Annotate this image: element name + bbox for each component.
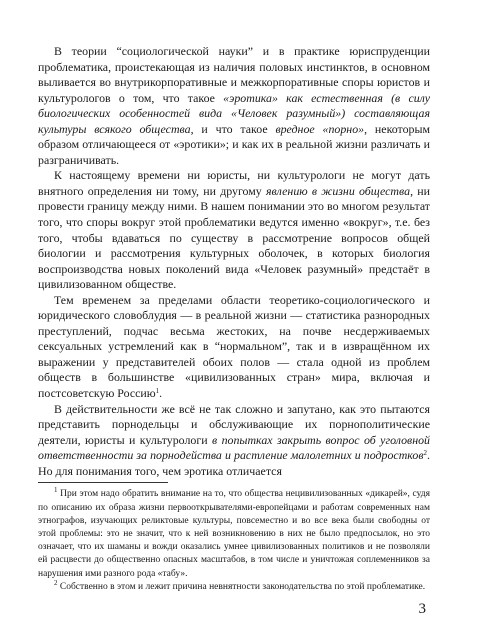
paragraph-3 (38, 293, 430, 402)
footnote-text: При этом надо обратить внимание на то, что общества нецивилизованных «дикарей», судя по описанию их образа жизни первооткрывателями-европейцами и работам современных нам этнографов, изучающих реликтовые культуры, повсеместно и во все века были свободны от этой проблемы: это не значит, что к ней возникновению в них не было предпосылок, но это означает, что их шаманы и вожди оказались умнее цивилизованных политиков и не позволяли ей расцвести до общественно опасных масштабов, в том числе и уничтожая соплеменников за нарушения ими разного рода «табу». (38, 489, 430, 579)
paragraph-text: , ни провести границу между ними. В нашем понимании это во многом результат того, что споры вокруг этой проблематики ведутся именно «вокруг», т.е. без того, чтобы вдаваться по существу в рассмотрение вопросов общей биологии и рассмотрения культурных оболочек, в которых биология воспроизводства новых поколений вида «Человек разумный» предстаёт в цивилизованном обществе. (38, 183, 430, 292)
page-body (38, 44, 430, 594)
footnote-2 (38, 578, 430, 594)
paragraph-text: , некоторым образом отличающееся от «эротики»; и как их в реальной жизни различать и разграничивать. (38, 121, 430, 167)
footnote-mark: 1 (54, 486, 58, 495)
paragraph-4 (38, 402, 430, 480)
paragraph-text: К настоящему времени ни юристы, ни культурологи не могут дать внятного определения ни тому, ни другому (38, 168, 430, 198)
paragraph-text: , и что такое (190, 121, 276, 136)
paragraph-1 (38, 44, 430, 168)
paragraph-text: . (159, 386, 163, 401)
footnote-ref-1[interactable]: 1 (155, 387, 160, 396)
italic-phrase: вредное «порно» (275, 121, 365, 136)
footnote-text: Собственно в этом и лежит причина невнятности законодательства по этой проблематике. (57, 581, 426, 592)
footnote-ref-2[interactable]: 2 (423, 449, 428, 458)
page-number: 3 (418, 601, 426, 617)
footnote-mark: 2 (54, 578, 58, 587)
italic-phrase: «эротика» как естественная (в силу биологических особенностей вида «Человек разумный») составляющая культуры всякого общества (38, 90, 430, 136)
italic-phrase: явлению в жизни общества (265, 183, 411, 198)
italic-phrase: в попытках закрыть вопрос об уголовной ответственности за порнодейства и растление малолетних и подростков (38, 432, 430, 463)
footnote-1 (38, 488, 430, 580)
paragraph-2 (38, 168, 430, 292)
paragraph-text: В теории “социологической науки” и в практике юриспруденции проблематика, проистекающая из наличия половых инстинктов, в основном выливается во внутрикорпоративные и межкорпоративные споры юристов и культурологов о том, что такое (38, 44, 430, 105)
paragraph-text: Тем временем за пределами области теоретико-социологического и юридического словоблудия — в реальной жизни — статистика разнородных преступлений, подчас весьма жестоких, на почве несдерживаемых сексуальных устремлений как в “нормальном”, так и в извращённом их выражении у представителей обоих полов — стала одной из проблем обществ в большинстве «цивилизованных стран» мира, включая и постсоветскую Россию (38, 292, 430, 401)
paragraph-text: . Но для понимания того, чем эротика отличается (38, 448, 430, 478)
paragraph-text: В действительности же всё не так сложно и запутано, как это пытаются представить порнодельцы и обслуживающие их порнополитические деятели, юристы и культурологи (38, 401, 430, 447)
footnote-separator (38, 482, 168, 483)
